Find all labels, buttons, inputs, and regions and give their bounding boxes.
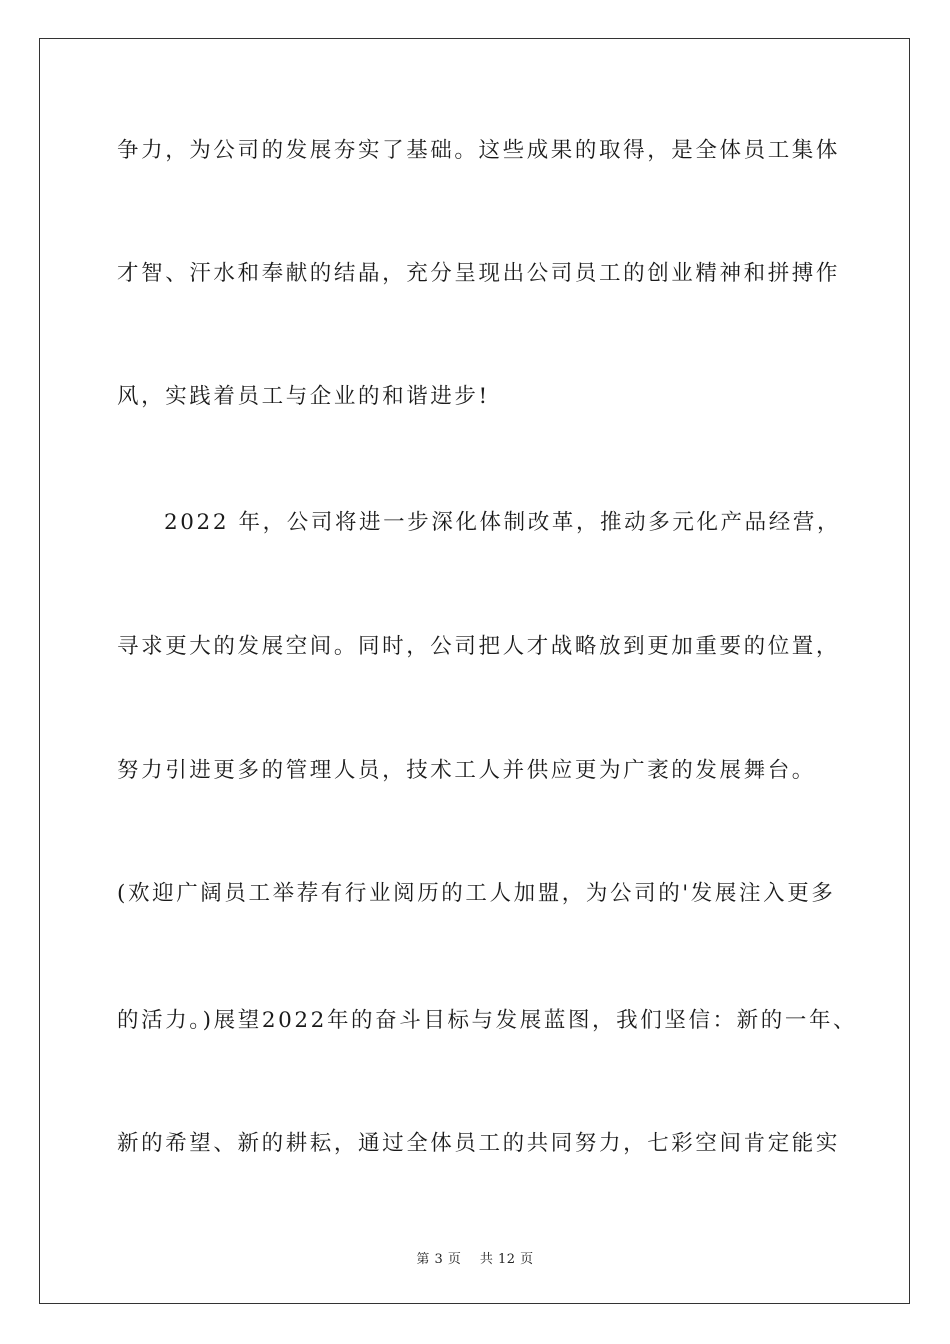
body-text-line: 才智、汗水和奉献的结晶，充分呈现出公司员工的创业精神和拼搏作 bbox=[117, 261, 841, 286]
body-text-line: 的活力。)展望2022年的奋斗目标与发展蓝图，我们坚信：新的一年、 bbox=[117, 1008, 858, 1033]
body-text-line: 寻求更大的发展空间。同时，公司把人才战略放到更加重要的位置， bbox=[117, 634, 841, 659]
page-number-footer: 第 3 页 共 12 页 bbox=[416, 1252, 534, 1267]
body-text-line: 争力，为公司的发展夯实了基础。这些成果的取得，是全体员工集体 bbox=[117, 138, 841, 163]
page-border bbox=[39, 38, 910, 1304]
body-text-line: 风，实践着员工与企业的和谐进步! bbox=[117, 384, 490, 409]
paragraph-first-line: 2022 年，公司将进一步深化体制改革，推动多元化产品经营， bbox=[164, 510, 842, 535]
body-text-line: 努力引进更多的管理人员，技术工人并供应更为广袤的发展舞台。 bbox=[117, 758, 816, 783]
body-text-line: (欢迎广阔员工举荐有行业阅历的工人加盟，为公司的'发展注入更多 bbox=[117, 881, 836, 906]
body-text-line: 新的希望、新的耕耘，通过全体员工的共同努力，七彩空间肯定能实 bbox=[117, 1131, 841, 1156]
